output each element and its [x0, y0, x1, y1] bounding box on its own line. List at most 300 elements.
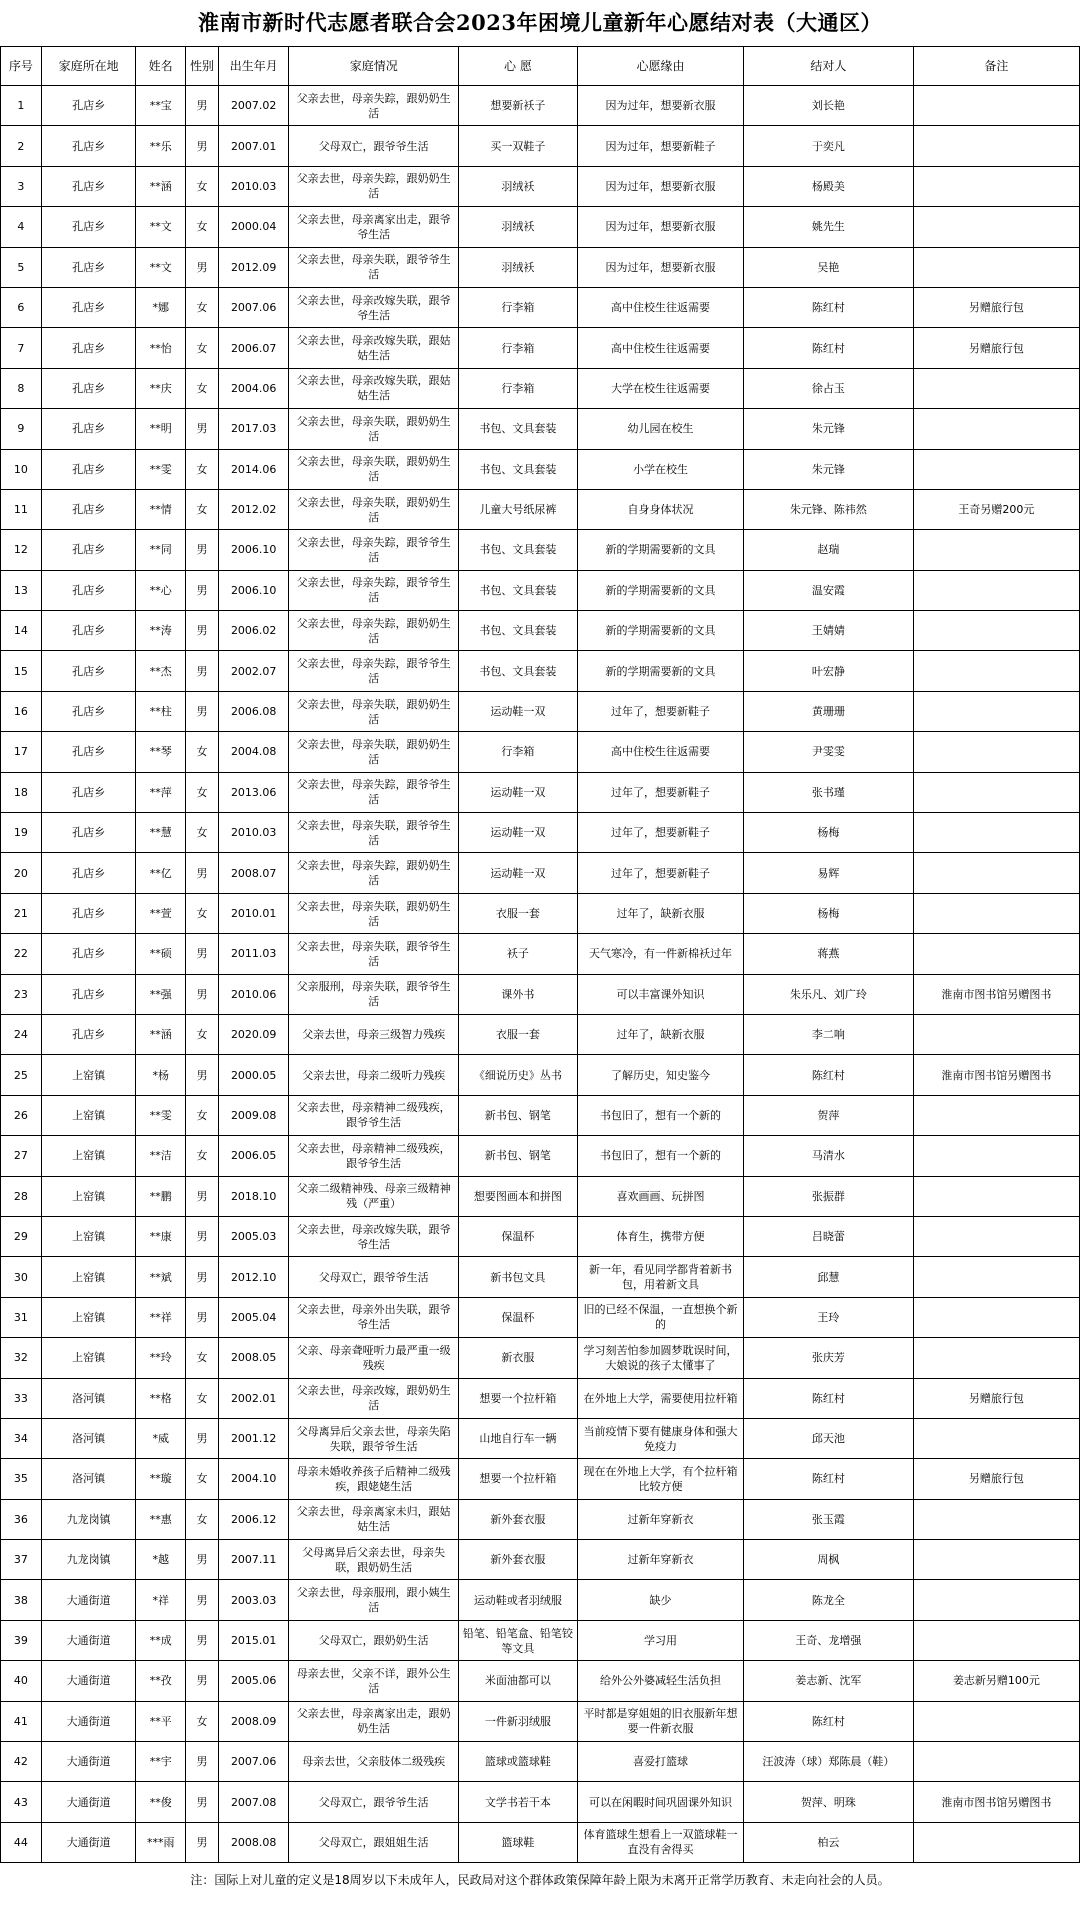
- cell-gender: 男: [185, 934, 218, 974]
- cell-wish: 想要新袄子: [458, 86, 577, 126]
- cell-family: 母亲去世，父亲肢体二级残疾: [289, 1742, 459, 1782]
- cell-family: 父亲去世，母亲失踪，跟奶奶生活: [289, 166, 459, 206]
- cell-location: 孔店乡: [41, 86, 136, 126]
- table-row: [1, 813, 1080, 853]
- cell-index: 38: [1, 1580, 42, 1620]
- cell-location: 上窑镇: [41, 1136, 136, 1176]
- cell-birth: 2007.06: [218, 287, 288, 327]
- cell-birth: 2005.04: [218, 1297, 288, 1337]
- cell-gender: 女: [185, 449, 218, 489]
- cell-gender: 女: [185, 1378, 218, 1418]
- cell-family: 父亲去世，母亲二级听力残疾: [289, 1055, 459, 1095]
- table-row: [1, 1257, 1080, 1297]
- cell-remark: [913, 893, 1079, 933]
- cell-wish: 新外套衣服: [458, 1499, 577, 1539]
- cell-name: **亿: [136, 853, 186, 893]
- table-row: [1, 1014, 1080, 1054]
- cell-location: 孔店乡: [41, 489, 136, 529]
- cell-remark: [913, 611, 1079, 651]
- cell-index: 1: [1, 86, 42, 126]
- cell-reason: 了解历史，知史鉴今: [577, 1055, 743, 1095]
- cell-remark: [913, 1822, 1079, 1862]
- cell-name: **格: [136, 1378, 186, 1418]
- cell-location: 大通街道: [41, 1822, 136, 1862]
- cell-reason: 过年了，想要新鞋子: [577, 772, 743, 812]
- cell-name: **鹏: [136, 1176, 186, 1216]
- cell-location: 孔店乡: [41, 328, 136, 368]
- cell-birth: 2015.01: [218, 1620, 288, 1660]
- cell-name: **硕: [136, 934, 186, 974]
- cell-index: 42: [1, 1742, 42, 1782]
- cell-gender: 男: [185, 86, 218, 126]
- cell-partner: 姜志新、沈军: [744, 1661, 914, 1701]
- cell-index: 3: [1, 166, 42, 206]
- cell-wish: 文学书若干本: [458, 1782, 577, 1822]
- cell-birth: 2010.06: [218, 974, 288, 1014]
- cell-name: ***雨: [136, 1822, 186, 1862]
- cell-remark: 淮南市图书馆另赠图书: [913, 974, 1079, 1014]
- cell-partner: 张玉霞: [744, 1499, 914, 1539]
- cell-index: 27: [1, 1136, 42, 1176]
- cell-index: 20: [1, 853, 42, 893]
- cell-name: **玲: [136, 1338, 186, 1378]
- cell-partner: 徐占玉: [744, 368, 914, 408]
- cell-wish: 运动鞋一双: [458, 772, 577, 812]
- cell-remark: [913, 1136, 1079, 1176]
- cell-remark: [913, 1257, 1079, 1297]
- cell-gender: 男: [185, 570, 218, 610]
- cell-index: 33: [1, 1378, 42, 1418]
- cell-location: 洛河镇: [41, 1378, 136, 1418]
- table-row: [1, 611, 1080, 651]
- cell-name: *杨: [136, 1055, 186, 1095]
- cell-name: **涵: [136, 166, 186, 206]
- cell-reason: 体育生，携带方便: [577, 1216, 743, 1256]
- cell-partner: 贺萍: [744, 1095, 914, 1135]
- cell-reason: 书包旧了，想有一个新的: [577, 1136, 743, 1176]
- cell-index: 4: [1, 207, 42, 247]
- cell-family: 父亲去世，母亲改嫁失联，跟姑姑生活: [289, 368, 459, 408]
- cell-index: 8: [1, 368, 42, 408]
- cell-wish: 书包、文具套装: [458, 449, 577, 489]
- cell-gender: 女: [185, 1701, 218, 1741]
- cell-remark: [913, 570, 1079, 610]
- cell-location: 上窑镇: [41, 1338, 136, 1378]
- table-row: [1, 1580, 1080, 1620]
- cell-family: 父亲去世，母亲精神二级残疾，跟爷爷生活: [289, 1095, 459, 1135]
- cell-family: 父母离异后父亲去世，母亲失联，跟奶奶生活: [289, 1540, 459, 1580]
- cell-family: 母亲未婚收养孩子后精神二级残疾，跟姥姥生活: [289, 1459, 459, 1499]
- cell-index: 43: [1, 1782, 42, 1822]
- cell-gender: 男: [185, 1540, 218, 1580]
- cell-wish: 行李箱: [458, 287, 577, 327]
- cell-partner: 朱元锋、陈祎然: [744, 489, 914, 529]
- cell-birth: 2012.02: [218, 489, 288, 529]
- cell-location: 孔店乡: [41, 247, 136, 287]
- table-row: [1, 368, 1080, 408]
- cell-location: 洛河镇: [41, 1418, 136, 1458]
- cell-reason: 学习用: [577, 1620, 743, 1660]
- cell-gender: 女: [185, 1499, 218, 1539]
- cell-remark: [913, 853, 1079, 893]
- cell-reason: 高中住校生往返需要: [577, 287, 743, 327]
- cell-remark: [913, 368, 1079, 408]
- cell-gender: 女: [185, 732, 218, 772]
- cell-name: **萱: [136, 893, 186, 933]
- table-row: [1, 1418, 1080, 1458]
- cell-gender: 男: [185, 651, 218, 691]
- table-row: [1, 651, 1080, 691]
- table-row: [1, 1540, 1080, 1580]
- cell-index: 10: [1, 449, 42, 489]
- cell-location: 孔店乡: [41, 368, 136, 408]
- cell-reason: 给外公外婆减轻生活负担: [577, 1661, 743, 1701]
- cell-partner: 朱元锋: [744, 449, 914, 489]
- cell-remark: [913, 207, 1079, 247]
- cell-partner: 王玲: [744, 1297, 914, 1337]
- cell-location: 孔店乡: [41, 126, 136, 166]
- cell-gender: 男: [185, 691, 218, 731]
- cell-partner: 张振群: [744, 1176, 914, 1216]
- cell-remark: [913, 651, 1079, 691]
- cell-name: **柱: [136, 691, 186, 731]
- cell-birth: 2017.03: [218, 409, 288, 449]
- cell-birth: 2010.01: [218, 893, 288, 933]
- cell-partner: 杨殿美: [744, 166, 914, 206]
- cell-gender: 女: [185, 166, 218, 206]
- table-row: [1, 1661, 1080, 1701]
- cell-location: 孔店乡: [41, 449, 136, 489]
- cell-remark: [913, 126, 1079, 166]
- col-header-remark: 备注: [913, 47, 1079, 86]
- cell-partner: 吕晓蕾: [744, 1216, 914, 1256]
- cell-name: **涛: [136, 611, 186, 651]
- cell-wish: 运动鞋或者羽绒服: [458, 1580, 577, 1620]
- cell-name: **乐: [136, 126, 186, 166]
- cell-partner: 陈红村: [744, 328, 914, 368]
- cell-remark: [913, 1418, 1079, 1458]
- cell-birth: 2001.12: [218, 1418, 288, 1458]
- cell-location: 上窑镇: [41, 1297, 136, 1337]
- cell-remark: [913, 1176, 1079, 1216]
- cell-gender: 女: [185, 489, 218, 529]
- cell-location: 孔店乡: [41, 611, 136, 651]
- cell-reason: 旧的已经不保温，一直想换个新的: [577, 1297, 743, 1337]
- cell-location: 上窑镇: [41, 1095, 136, 1135]
- cell-gender: 女: [185, 1338, 218, 1378]
- cell-wish: 想要一个拉杆箱: [458, 1459, 577, 1499]
- cell-index: 21: [1, 893, 42, 933]
- table-row: [1, 1297, 1080, 1337]
- cell-partner: 马清水: [744, 1136, 914, 1176]
- cell-location: 孔店乡: [41, 732, 136, 772]
- cell-partner: 朱乐凡、刘广玲: [744, 974, 914, 1014]
- cell-birth: 2014.06: [218, 449, 288, 489]
- cell-index: 7: [1, 328, 42, 368]
- cell-name: **慧: [136, 813, 186, 853]
- cell-location: 九龙岗镇: [41, 1540, 136, 1580]
- cell-reason: 过新年穿新衣: [577, 1499, 743, 1539]
- cell-family: 父亲去世，母亲改嫁失联，跟姑姑生活: [289, 328, 459, 368]
- cell-name: **心: [136, 570, 186, 610]
- cell-family: 父亲去世，母亲失联，跟奶奶生活: [289, 449, 459, 489]
- cell-wish: 袄子: [458, 934, 577, 974]
- cell-gender: 男: [185, 1216, 218, 1256]
- cell-gender: 男: [185, 1661, 218, 1701]
- cell-family: 父亲去世，母亲失踪，跟奶奶生活: [289, 853, 459, 893]
- cell-remark: 淮南市图书馆另赠图书: [913, 1055, 1079, 1095]
- cell-birth: 2012.10: [218, 1257, 288, 1297]
- table-row: [1, 934, 1080, 974]
- cell-remark: [913, 934, 1079, 974]
- table-row: [1, 974, 1080, 1014]
- cell-remark: [913, 1701, 1079, 1741]
- cell-wish: 书包、文具套装: [458, 570, 577, 610]
- cell-location: 上窑镇: [41, 1216, 136, 1256]
- cell-reason: 在外地上大学，需要使用拉杆箱: [577, 1378, 743, 1418]
- cell-reason: 当前疫情下要有健康身体和强大免疫力: [577, 1418, 743, 1458]
- cell-family: 父亲去世，母亲失踪，跟奶奶生活: [289, 86, 459, 126]
- cell-reason: 喜爱打篮球: [577, 1742, 743, 1782]
- cell-name: *娜: [136, 287, 186, 327]
- cell-remark: 姜志新另赠100元: [913, 1661, 1079, 1701]
- cell-partner: 柏云: [744, 1822, 914, 1862]
- cell-partner: 陈红村: [744, 1055, 914, 1095]
- cell-partner: 邱天池: [744, 1418, 914, 1458]
- cell-reason: 缺少: [577, 1580, 743, 1620]
- cell-name: **雯: [136, 449, 186, 489]
- cell-index: 30: [1, 1257, 42, 1297]
- cell-family: 母亲去世，父亲不详，跟外公生活: [289, 1661, 459, 1701]
- cell-birth: 2005.06: [218, 1661, 288, 1701]
- cell-birth: 2008.05: [218, 1338, 288, 1378]
- cell-index: 14: [1, 611, 42, 651]
- cell-family: 父亲去世，母亲失联，跟爷爷生活: [289, 247, 459, 287]
- footnote: 注：国际上对儿童的定义是18周岁以下未成年人，民政局对这个群体政策保障年龄上限为未离开正常学历教育、未走向社会的人员。: [190, 1873, 890, 1888]
- table-row: [1, 1055, 1080, 1095]
- cell-name: **涵: [136, 1014, 186, 1054]
- cell-family: 父亲去世，母亲改嫁失联，跟爷爷生活: [289, 1216, 459, 1256]
- cell-index: 25: [1, 1055, 42, 1095]
- cell-partner: 李二响: [744, 1014, 914, 1054]
- cell-name: *威: [136, 1418, 186, 1458]
- cell-name: *祥: [136, 1580, 186, 1620]
- cell-name: **雯: [136, 1095, 186, 1135]
- cell-location: 九龙岗镇: [41, 1499, 136, 1539]
- cell-remark: [913, 247, 1079, 287]
- table-row: [1, 893, 1080, 933]
- cell-family: 父亲去世，母亲精神二级残疾，跟爷爷生活: [289, 1136, 459, 1176]
- cell-partner: 姚先生: [744, 207, 914, 247]
- cell-gender: 男: [185, 1257, 218, 1297]
- cell-partner: 朱元锋: [744, 409, 914, 449]
- cell-location: 孔店乡: [41, 853, 136, 893]
- cell-name: **宝: [136, 86, 186, 126]
- cell-index: 13: [1, 570, 42, 610]
- cell-partner: 张书瑾: [744, 772, 914, 812]
- cell-name: **宇: [136, 1742, 186, 1782]
- cell-birth: 2007.08: [218, 1782, 288, 1822]
- table-row: [1, 86, 1080, 126]
- cell-birth: 2007.11: [218, 1540, 288, 1580]
- cell-partner: 温安霞: [744, 570, 914, 610]
- cell-reason: 过年了，缺新衣服: [577, 893, 743, 933]
- cell-partner: 邱慧: [744, 1257, 914, 1297]
- cell-family: 父亲服刑，母亲失联，跟爷爷生活: [289, 974, 459, 1014]
- table-row: [1, 1782, 1080, 1822]
- table-row: [1, 530, 1080, 570]
- cell-reason: 过年了，想要新鞋子: [577, 813, 743, 853]
- cell-birth: 2010.03: [218, 813, 288, 853]
- cell-wish: 新书包、钢笔: [458, 1136, 577, 1176]
- cell-location: 大通街道: [41, 1580, 136, 1620]
- table-row: [1, 328, 1080, 368]
- cell-index: 39: [1, 1620, 42, 1660]
- cell-partner: 吴艳: [744, 247, 914, 287]
- table-row: [1, 1095, 1080, 1135]
- cell-family: 父母双亡，跟爷爷生活: [289, 1257, 459, 1297]
- cell-gender: 女: [185, 207, 218, 247]
- cell-name: **平: [136, 1701, 186, 1741]
- table-row: [1, 1176, 1080, 1216]
- cell-partner: 张庆芳: [744, 1338, 914, 1378]
- cell-index: 34: [1, 1418, 42, 1458]
- cell-family: 父亲去世，母亲失联，跟奶奶生活: [289, 691, 459, 731]
- cell-name: **琴: [136, 732, 186, 772]
- cell-remark: [913, 691, 1079, 731]
- cell-birth: 2004.08: [218, 732, 288, 772]
- col-header-partner: 结对人: [744, 47, 914, 86]
- cell-family: 父亲去世，母亲失联，跟爷爷生活: [289, 813, 459, 853]
- cell-gender: 男: [185, 1620, 218, 1660]
- cell-index: 22: [1, 934, 42, 974]
- col-header-wish: 心 愿: [458, 47, 577, 86]
- cell-family: 父母双亡，跟爷爷生活: [289, 1782, 459, 1822]
- cell-reason: 自身身体状况: [577, 489, 743, 529]
- cell-reason: 大学在校生往返需要: [577, 368, 743, 408]
- cell-gender: 女: [185, 287, 218, 327]
- table-row: [1, 126, 1080, 166]
- cell-name: **文: [136, 207, 186, 247]
- cell-index: 41: [1, 1701, 42, 1741]
- cell-birth: 2013.06: [218, 772, 288, 812]
- table-row: [1, 732, 1080, 772]
- cell-partner: 黄珊珊: [744, 691, 914, 731]
- cell-partner: 刘长艳: [744, 86, 914, 126]
- cell-birth: 2006.02: [218, 611, 288, 651]
- cell-remark: [913, 86, 1079, 126]
- cell-name: **萍: [136, 772, 186, 812]
- cell-birth: 2018.10: [218, 1176, 288, 1216]
- table-row: [1, 853, 1080, 893]
- cell-remark: [913, 1014, 1079, 1054]
- cell-wish: 保温杯: [458, 1216, 577, 1256]
- cell-remark: [913, 1338, 1079, 1378]
- cell-remark: 另赠旅行包: [913, 1459, 1079, 1499]
- cell-reason: 可以丰富课外知识: [577, 974, 743, 1014]
- cell-reason: 高中住校生往返需要: [577, 732, 743, 772]
- cell-gender: 男: [185, 530, 218, 570]
- cell-remark: 另赠旅行包: [913, 328, 1079, 368]
- cell-wish: 运动鞋一双: [458, 691, 577, 731]
- table-row: [1, 409, 1080, 449]
- col-header-birth: 出生年月: [218, 47, 288, 86]
- cell-location: 孔店乡: [41, 287, 136, 327]
- cell-name: **俊: [136, 1782, 186, 1822]
- cell-family: 父亲去世，母亲三级智力残疾: [289, 1014, 459, 1054]
- cell-family: 父亲去世，母亲外出失联，跟爷爷生活: [289, 1297, 459, 1337]
- cell-remark: 王奇另赠200元: [913, 489, 1079, 529]
- cell-birth: 2008.08: [218, 1822, 288, 1862]
- cell-location: 孔店乡: [41, 207, 136, 247]
- cell-reason: 新的学期需要新的文具: [577, 651, 743, 691]
- cell-partner: 汪波涛（球）郑陈晨（鞋）: [744, 1742, 914, 1782]
- cell-location: 洛河镇: [41, 1459, 136, 1499]
- cell-location: 大通街道: [41, 1661, 136, 1701]
- cell-location: 孔店乡: [41, 530, 136, 570]
- cell-birth: 2006.07: [218, 328, 288, 368]
- cell-remark: 另赠旅行包: [913, 287, 1079, 327]
- cell-family: 父母双亡，跟姐姐生活: [289, 1822, 459, 1862]
- cell-partner: 陈龙全: [744, 1580, 914, 1620]
- cell-index: 11: [1, 489, 42, 529]
- cell-wish: 米面油都可以: [458, 1661, 577, 1701]
- cell-partner: 贺萍、明珠: [744, 1782, 914, 1822]
- cell-family: 父亲去世，母亲失联，跟奶奶生活: [289, 893, 459, 933]
- cell-wish: 行李箱: [458, 328, 577, 368]
- cell-wish: 篮球或篮球鞋: [458, 1742, 577, 1782]
- cell-remark: [913, 1297, 1079, 1337]
- cell-reason: 因为过年，想要新衣服: [577, 247, 743, 287]
- cell-wish: 羽绒袄: [458, 247, 577, 287]
- table-row: [1, 570, 1080, 610]
- cell-gender: 男: [185, 1742, 218, 1782]
- cell-wish: 衣服一套: [458, 893, 577, 933]
- cell-reason: 天气寒冷，有一件新棉袄过年: [577, 934, 743, 974]
- cell-birth: 2007.06: [218, 1742, 288, 1782]
- table-row: [1, 1499, 1080, 1539]
- table-row: [1, 1338, 1080, 1378]
- col-header-reason: 心愿缘由: [577, 47, 743, 86]
- cell-birth: 2002.01: [218, 1378, 288, 1418]
- cell-remark: [913, 772, 1079, 812]
- cell-remark: 另赠旅行包: [913, 1378, 1079, 1418]
- cell-birth: 2006.10: [218, 570, 288, 610]
- cell-index: 37: [1, 1540, 42, 1580]
- cell-location: 大通街道: [41, 1782, 136, 1822]
- cell-partner: 王奇、龙增强: [744, 1620, 914, 1660]
- cell-name: **斌: [136, 1257, 186, 1297]
- cell-wish: 买一双鞋子: [458, 126, 577, 166]
- cell-reason: 可以在闲暇时间巩固课外知识: [577, 1782, 743, 1822]
- cell-birth: 2010.03: [218, 166, 288, 206]
- cell-reason: 学习刻苦怕参加圆梦耽误时间，大娘说的孩子太懂事了: [577, 1338, 743, 1378]
- cell-index: 28: [1, 1176, 42, 1216]
- cell-birth: 2004.06: [218, 368, 288, 408]
- cell-remark: [913, 1095, 1079, 1135]
- cell-index: 16: [1, 691, 42, 731]
- cell-wish: 山地自行车一辆: [458, 1418, 577, 1458]
- cell-family: 父亲去世，母亲失踪，跟爷爷生活: [289, 651, 459, 691]
- cell-remark: [913, 1580, 1079, 1620]
- cell-partner: 陈红村: [744, 1459, 914, 1499]
- table-row: [1, 1701, 1080, 1741]
- cell-partner: 陈红村: [744, 287, 914, 327]
- cell-gender: 女: [185, 1136, 218, 1176]
- cell-gender: 男: [185, 126, 218, 166]
- cell-wish: 行李箱: [458, 368, 577, 408]
- cell-index: 24: [1, 1014, 42, 1054]
